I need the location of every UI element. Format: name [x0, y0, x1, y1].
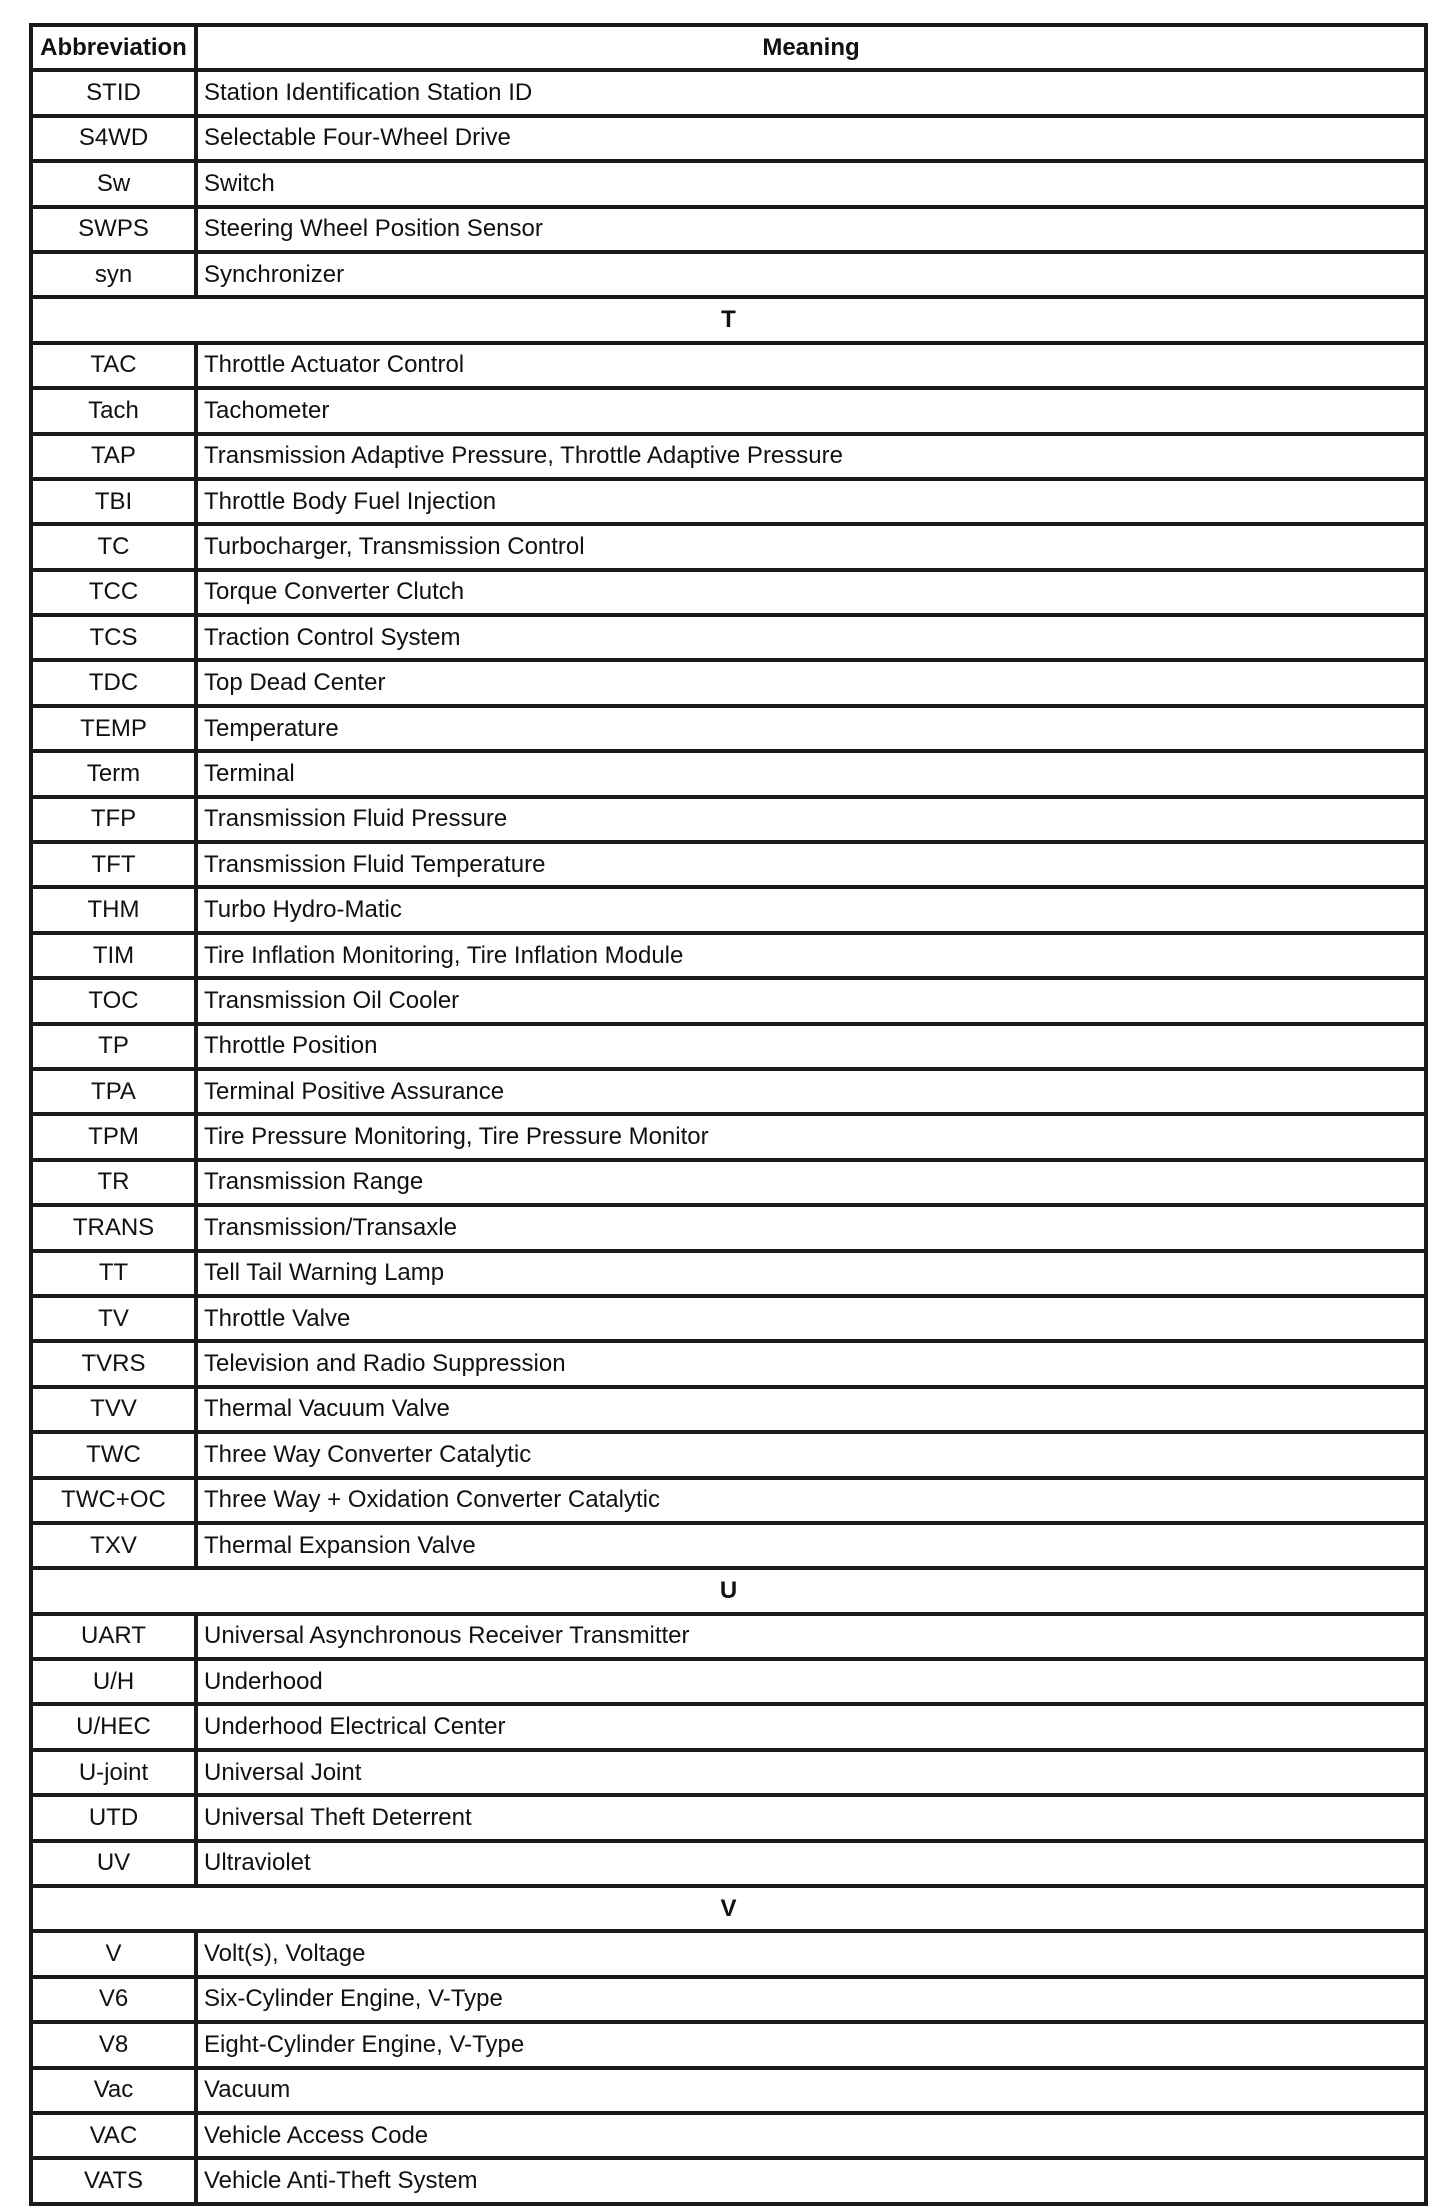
abbreviation-cell: THM: [31, 887, 196, 932]
abbreviation-cell: U/H: [31, 1659, 196, 1704]
abbreviation-cell: UART: [31, 1614, 196, 1659]
abbreviation-cell: UV: [31, 1841, 196, 1886]
table-row: [31, 797, 1426, 842]
table-row: [31, 2022, 1426, 2067]
section-letter: U: [31, 1568, 1426, 1613]
abbreviation-cell: SWPS: [31, 207, 196, 252]
abbreviation-cell: TDC: [31, 660, 196, 705]
meaning-cell: Vehicle Access Code: [196, 2113, 1426, 2158]
table-row: [31, 1614, 1426, 1659]
meaning-cell: Terminal: [196, 751, 1426, 796]
meaning-cell: Three Way Converter Catalytic: [196, 1432, 1426, 1477]
meaning-cell: Tell Tail Warning Lamp: [196, 1251, 1426, 1296]
abbreviation-cell: TVRS: [31, 1341, 196, 1386]
meaning-cell: Transmission Fluid Temperature: [196, 842, 1426, 887]
table-row: [31, 2068, 1426, 2113]
table-row: [31, 1341, 1426, 1386]
table-row: [31, 161, 1426, 206]
abbreviation-cell: TV: [31, 1296, 196, 1341]
meaning-cell: Transmission/Transaxle: [196, 1205, 1426, 1250]
table-row: [31, 252, 1426, 297]
table-row: [31, 116, 1426, 161]
table-row: [31, 615, 1426, 660]
table-row: [31, 660, 1426, 705]
section-letter: V: [31, 1886, 1426, 1931]
table-row: [31, 343, 1426, 388]
meaning-cell: Three Way + Oxidation Converter Catalytic: [196, 1478, 1426, 1523]
meaning-cell: Throttle Valve: [196, 1296, 1426, 1341]
table-row: [31, 1387, 1426, 1432]
meaning-cell: Traction Control System: [196, 615, 1426, 660]
meaning-cell: Underhood Electrical Center: [196, 1704, 1426, 1749]
meaning-cell: Thermal Expansion Valve: [196, 1523, 1426, 1568]
meaning-cell: Transmission Range: [196, 1160, 1426, 1205]
section-row: [31, 1568, 1426, 1613]
meaning-cell: Thermal Vacuum Valve: [196, 1387, 1426, 1432]
abbreviation-cell: TPA: [31, 1069, 196, 1114]
abbreviation-cell: V8: [31, 2022, 196, 2067]
meaning-cell: Turbocharger, Transmission Control: [196, 524, 1426, 569]
table-body: [31, 70, 1426, 2203]
table-row: [31, 1750, 1426, 1795]
meaning-cell: Volt(s), Voltage: [196, 1931, 1426, 1976]
table-row: [31, 1432, 1426, 1477]
meaning-cell: Terminal Positive Assurance: [196, 1069, 1426, 1114]
meaning-column-header: Meaning: [196, 25, 1426, 70]
abbreviation-cell: TFP: [31, 797, 196, 842]
table-row: [31, 887, 1426, 932]
table-row: [31, 978, 1426, 1023]
abbreviation-cell: Term: [31, 751, 196, 796]
section-letter: T: [31, 297, 1426, 342]
abbreviation-column-header: Abbreviation: [31, 25, 196, 70]
abbreviation-cell: TEMP: [31, 706, 196, 751]
meaning-cell: Ultraviolet: [196, 1841, 1426, 1886]
meaning-cell: Tire Pressure Monitoring, Tire Pressure Monitor: [196, 1114, 1426, 1159]
section-row: [31, 1886, 1426, 1931]
table-row: [31, 70, 1426, 115]
table-row: [31, 706, 1426, 751]
abbreviation-cell: TOC: [31, 978, 196, 1023]
table-row: [31, 1114, 1426, 1159]
meaning-cell: Universal Joint: [196, 1750, 1426, 1795]
table-row: [31, 570, 1426, 615]
abbreviation-cell: TIM: [31, 933, 196, 978]
meaning-cell: Tachometer: [196, 388, 1426, 433]
table-row: [31, 842, 1426, 887]
header-row: [31, 25, 1426, 70]
abbreviation-cell: TWC+OC: [31, 1478, 196, 1523]
meaning-cell: Transmission Adaptive Pressure, Throttle Adaptive Pressure: [196, 434, 1426, 479]
meaning-cell: Transmission Oil Cooler: [196, 978, 1426, 1023]
meaning-cell: Television and Radio Suppression: [196, 1341, 1426, 1386]
abbreviation-cell: TAC: [31, 343, 196, 388]
meaning-cell: Station Identification Station ID: [196, 70, 1426, 115]
abbreviation-cell: TR: [31, 1160, 196, 1205]
abbreviation-cell: VATS: [31, 2158, 196, 2203]
table-row: [31, 1251, 1426, 1296]
table-row: [31, 207, 1426, 252]
abbreviation-cell: TFT: [31, 842, 196, 887]
table-row: [31, 2158, 1426, 2203]
table-row: [31, 524, 1426, 569]
abbreviation-cell: TWC: [31, 1432, 196, 1477]
table-row: [31, 1160, 1426, 1205]
meaning-cell: Top Dead Center: [196, 660, 1426, 705]
abbreviation-cell: TCS: [31, 615, 196, 660]
abbreviation-cell: TBI: [31, 479, 196, 524]
abbreviation-cell: TXV: [31, 1523, 196, 1568]
table-row: [31, 1795, 1426, 1840]
table-row: [31, 1704, 1426, 1749]
table-row: [31, 933, 1426, 978]
abbreviation-cell: TAP: [31, 434, 196, 479]
meaning-cell: Universal Asynchronous Receiver Transmitter: [196, 1614, 1426, 1659]
abbreviation-cell: VAC: [31, 2113, 196, 2158]
meaning-cell: Steering Wheel Position Sensor: [196, 207, 1426, 252]
meaning-cell: Throttle Position: [196, 1024, 1426, 1069]
table-row: [31, 1931, 1426, 1976]
abbreviation-cell: TCC: [31, 570, 196, 615]
abbreviation-cell: syn: [31, 252, 196, 297]
meaning-cell: Synchronizer: [196, 252, 1426, 297]
meaning-cell: Vacuum: [196, 2068, 1426, 2113]
meaning-cell: Throttle Actuator Control: [196, 343, 1426, 388]
abbreviation-cell: TT: [31, 1251, 196, 1296]
meaning-cell: Vehicle Anti-Theft System: [196, 2158, 1426, 2203]
abbreviation-cell: TP: [31, 1024, 196, 1069]
abbreviation-cell: Tach: [31, 388, 196, 433]
table-row: [31, 1841, 1426, 1886]
meaning-cell: Torque Converter Clutch: [196, 570, 1426, 615]
table-row: [31, 1659, 1426, 1704]
meaning-cell: Underhood: [196, 1659, 1426, 1704]
table-row: [31, 1523, 1426, 1568]
abbreviation-cell: U-joint: [31, 1750, 196, 1795]
meaning-cell: Turbo Hydro-Matic: [196, 887, 1426, 932]
abbreviation-cell: U/HEC: [31, 1704, 196, 1749]
meaning-cell: Transmission Fluid Pressure: [196, 797, 1426, 842]
table-row: [31, 1478, 1426, 1523]
table-row: [31, 388, 1426, 433]
abbreviation-cell: Vac: [31, 2068, 196, 2113]
abbreviation-cell: S4WD: [31, 116, 196, 161]
section-row: [31, 297, 1426, 342]
abbreviations-table: [29, 23, 1428, 2206]
meaning-cell: Eight-Cylinder Engine, V-Type: [196, 2022, 1426, 2067]
abbreviation-cell: TPM: [31, 1114, 196, 1159]
table-row: [31, 479, 1426, 524]
table-row: [31, 1977, 1426, 2022]
abbreviation-cell: V6: [31, 1977, 196, 2022]
table-row: [31, 2113, 1426, 2158]
meaning-cell: Temperature: [196, 706, 1426, 751]
meaning-cell: Selectable Four-Wheel Drive: [196, 116, 1426, 161]
meaning-cell: Universal Theft Deterrent: [196, 1795, 1426, 1840]
meaning-cell: Switch: [196, 161, 1426, 206]
meaning-cell: Throttle Body Fuel Injection: [196, 479, 1426, 524]
abbreviation-cell: TVV: [31, 1387, 196, 1432]
table-row: [31, 1205, 1426, 1250]
abbreviation-cell: TC: [31, 524, 196, 569]
table-row: [31, 751, 1426, 796]
meaning-cell: Six-Cylinder Engine, V-Type: [196, 1977, 1426, 2022]
abbreviation-cell: STID: [31, 70, 196, 115]
table-row: [31, 1024, 1426, 1069]
table-row: [31, 1069, 1426, 1114]
table-row: [31, 1296, 1426, 1341]
abbreviation-cell: V: [31, 1931, 196, 1976]
abbreviation-cell: Sw: [31, 161, 196, 206]
meaning-cell: Tire Inflation Monitoring, Tire Inflation Module: [196, 933, 1426, 978]
abbreviation-cell: UTD: [31, 1795, 196, 1840]
table-row: [31, 434, 1426, 479]
abbreviation-cell: TRANS: [31, 1205, 196, 1250]
